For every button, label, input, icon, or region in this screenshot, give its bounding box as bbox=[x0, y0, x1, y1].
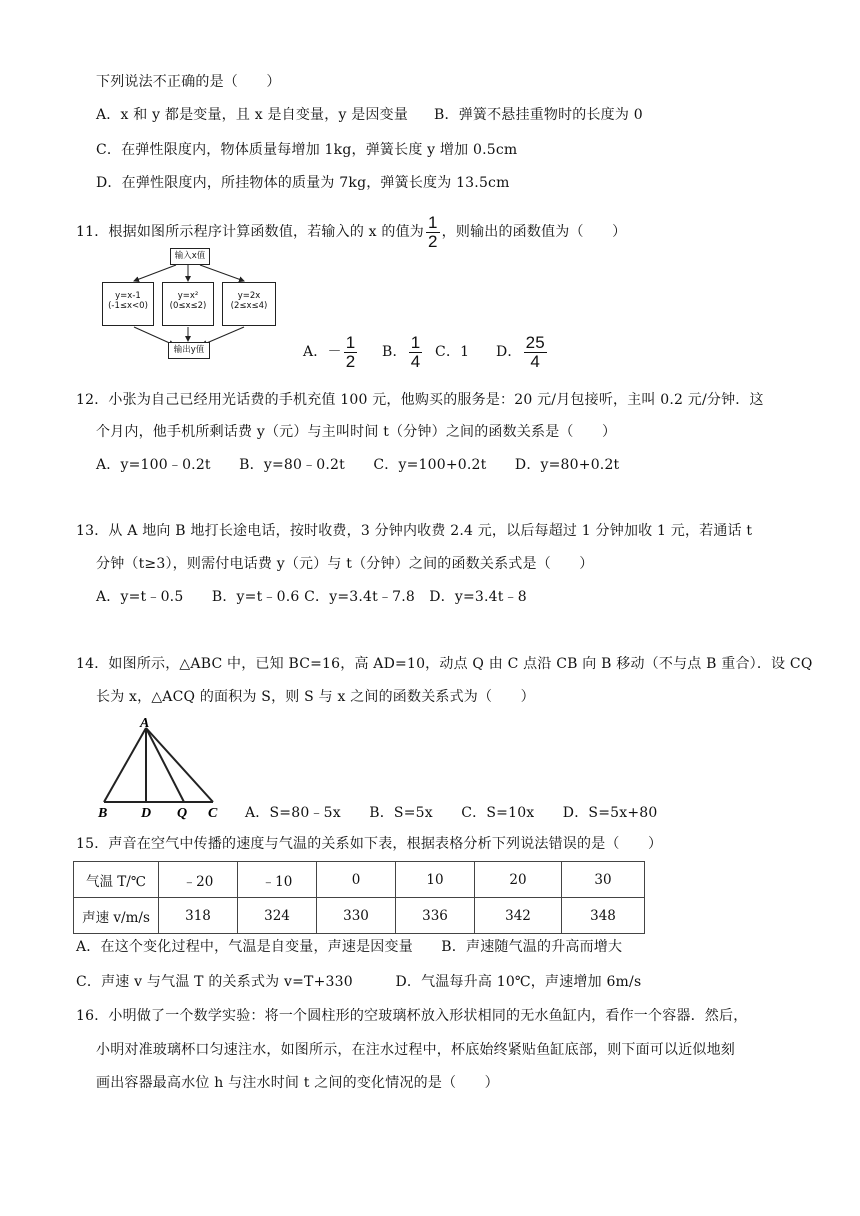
q14-line1: 14．如图所示，△ABC 中，已知 BC=16，高 AD=10，动点 Q 由 C 点沿 CB 向 B 移动（不与点 B 重合）．设 CQ bbox=[76, 656, 813, 672]
q13-line1: 13．从 A 地向 B 地打长途电话，按时收费，3 分钟内收费 2.4 元，以后每超过 1 分钟加收 1 元，若通话 t bbox=[76, 523, 753, 539]
table-cell: 324 bbox=[238, 898, 317, 934]
table-cell: 330 bbox=[317, 898, 396, 934]
q13-line2: 分钟（t≥3），则需付电话费 y（元）与 t（分钟）之间的函数关系式是（ ） bbox=[96, 556, 594, 572]
q15-stem: 15．声音在空气中传播的速度与气温的关系如下表，根据表格分析下列说法错误的是（ ） bbox=[76, 836, 663, 852]
q13-options: A．y=t﹣0.5 B．y=t﹣0.6 C．y=3.4t﹣7.8 D．y=3.4t﹣8 bbox=[96, 589, 527, 605]
label-b: B bbox=[98, 806, 108, 820]
q10-option-b: B．弹簧不悬挂重物时的长度为 0 bbox=[434, 107, 643, 123]
sound-speed-table bbox=[73, 861, 645, 934]
flow-output-box: 输出y值 bbox=[168, 342, 210, 359]
label-c: C bbox=[208, 806, 218, 820]
q16-line2: 小明对准玻璃杯口匀速注水，如图所示，在注水过程中，杯底始终紧贴鱼缸底部，则下面可以近似地刻 bbox=[96, 1042, 735, 1058]
q16-line3: 画出容器最高水位 h 与注水时间 t 之间的变化情况的是（ ） bbox=[96, 1075, 499, 1091]
q11-stem-pre: 11．根据如图所示程序计算函数值，若输入的 x 的值为 bbox=[76, 224, 425, 240]
label-q: Q bbox=[177, 806, 188, 820]
q11-input-fraction: $\frac{1}{2}$ bbox=[428, 212, 438, 251]
table-cell: 342 bbox=[475, 898, 562, 934]
q10-stem: 下列说法不正确的是（ ） bbox=[96, 74, 281, 90]
table-cell: 348 bbox=[562, 898, 645, 934]
flow-branch-2: y=x² (0≤x≤2) bbox=[162, 282, 214, 326]
side-ab bbox=[104, 728, 146, 802]
table-cell: 30 bbox=[562, 862, 645, 898]
q11-stem-post: ，则输出的函数值为（ ） bbox=[441, 224, 627, 240]
flow-input-box: 输入x值 bbox=[170, 248, 210, 265]
label-d: D bbox=[141, 806, 152, 820]
q11-flowchart bbox=[96, 245, 286, 360]
flow-branch-1: y=x-1 (-1≤x<0) bbox=[102, 282, 154, 326]
q14-options: A．S=80﹣5x B．S=5x C．S=10x D．S=5x+80 bbox=[245, 805, 658, 821]
table-row bbox=[74, 898, 645, 934]
q12-options: A．y=100﹣0.2t B．y=80﹣0.2t C．y=100+0.2t D．y=80+0.2t bbox=[96, 457, 620, 473]
q15-options-cd: C．声速 v 与气温 T 的关系式为 v=T+330 D．气温每升高 10℃，声速增加 6m/s bbox=[76, 974, 642, 990]
q10-option-d: D．在弹性限度内，所挂物体的质量为 7kg，弹簧长度为 13.5cm bbox=[96, 175, 510, 191]
table-row bbox=[74, 862, 645, 898]
table-cell: 318 bbox=[159, 898, 238, 934]
q15-options-ab: A．在这个变化过程中，气温是自变量，声速是因变量 B．声速随气温的升高而增大 bbox=[76, 939, 623, 955]
q10-option-c: C．在弹性限度内，物体质量每增加 1kg，弹簧长度 y 增加 0.5cm bbox=[96, 142, 518, 158]
table-cell: 0 bbox=[317, 862, 396, 898]
side-ac bbox=[146, 728, 213, 802]
q12-line2: 个月内，他手机所剩话费 y（元）与主叫时间 t（分钟）之间的函数关系是（ ） bbox=[96, 424, 617, 440]
q14-line2: 长为 x，△ACQ 的面积为 S，则 S 与 x 之间的函数关系式为（ ） bbox=[96, 689, 535, 705]
q11-options: A．－ $\frac{1}{2}$ B． $\frac{1}{4}$ C．1 D． $\frac{25}{4}$ bbox=[303, 332, 545, 371]
table-cell: 20 bbox=[475, 862, 562, 898]
flow-branch-3: y=2x (2≤x≤4) bbox=[222, 282, 276, 326]
row-label-speed: 声速 v/m/s bbox=[74, 898, 159, 934]
label-a: A bbox=[140, 716, 150, 731]
q10-option-a: A．x 和 y 都是变量，且 x 是自变量，y 是因变量 bbox=[96, 107, 409, 123]
q12-line1: 12．小张为自己已经用光话费的手机充值 100 元，他购买的服务是：20 元/月包接听，主叫 0.2 元/分钟．这 bbox=[76, 392, 764, 408]
q16-line1: 16．小明做了一个数学实验：将一个圆柱形的空玻璃杯放入形状相同的无水鱼缸内，看作一个容器．然后， bbox=[76, 1008, 748, 1024]
table-cell: ﹣10 bbox=[238, 862, 317, 898]
table-cell: 336 bbox=[396, 898, 475, 934]
q14-triangle-figure bbox=[96, 716, 236, 820]
row-label-temperature: 气温 T/℃ bbox=[74, 862, 159, 898]
table-cell: ﹣20 bbox=[159, 862, 238, 898]
table-cell: 10 bbox=[396, 862, 475, 898]
